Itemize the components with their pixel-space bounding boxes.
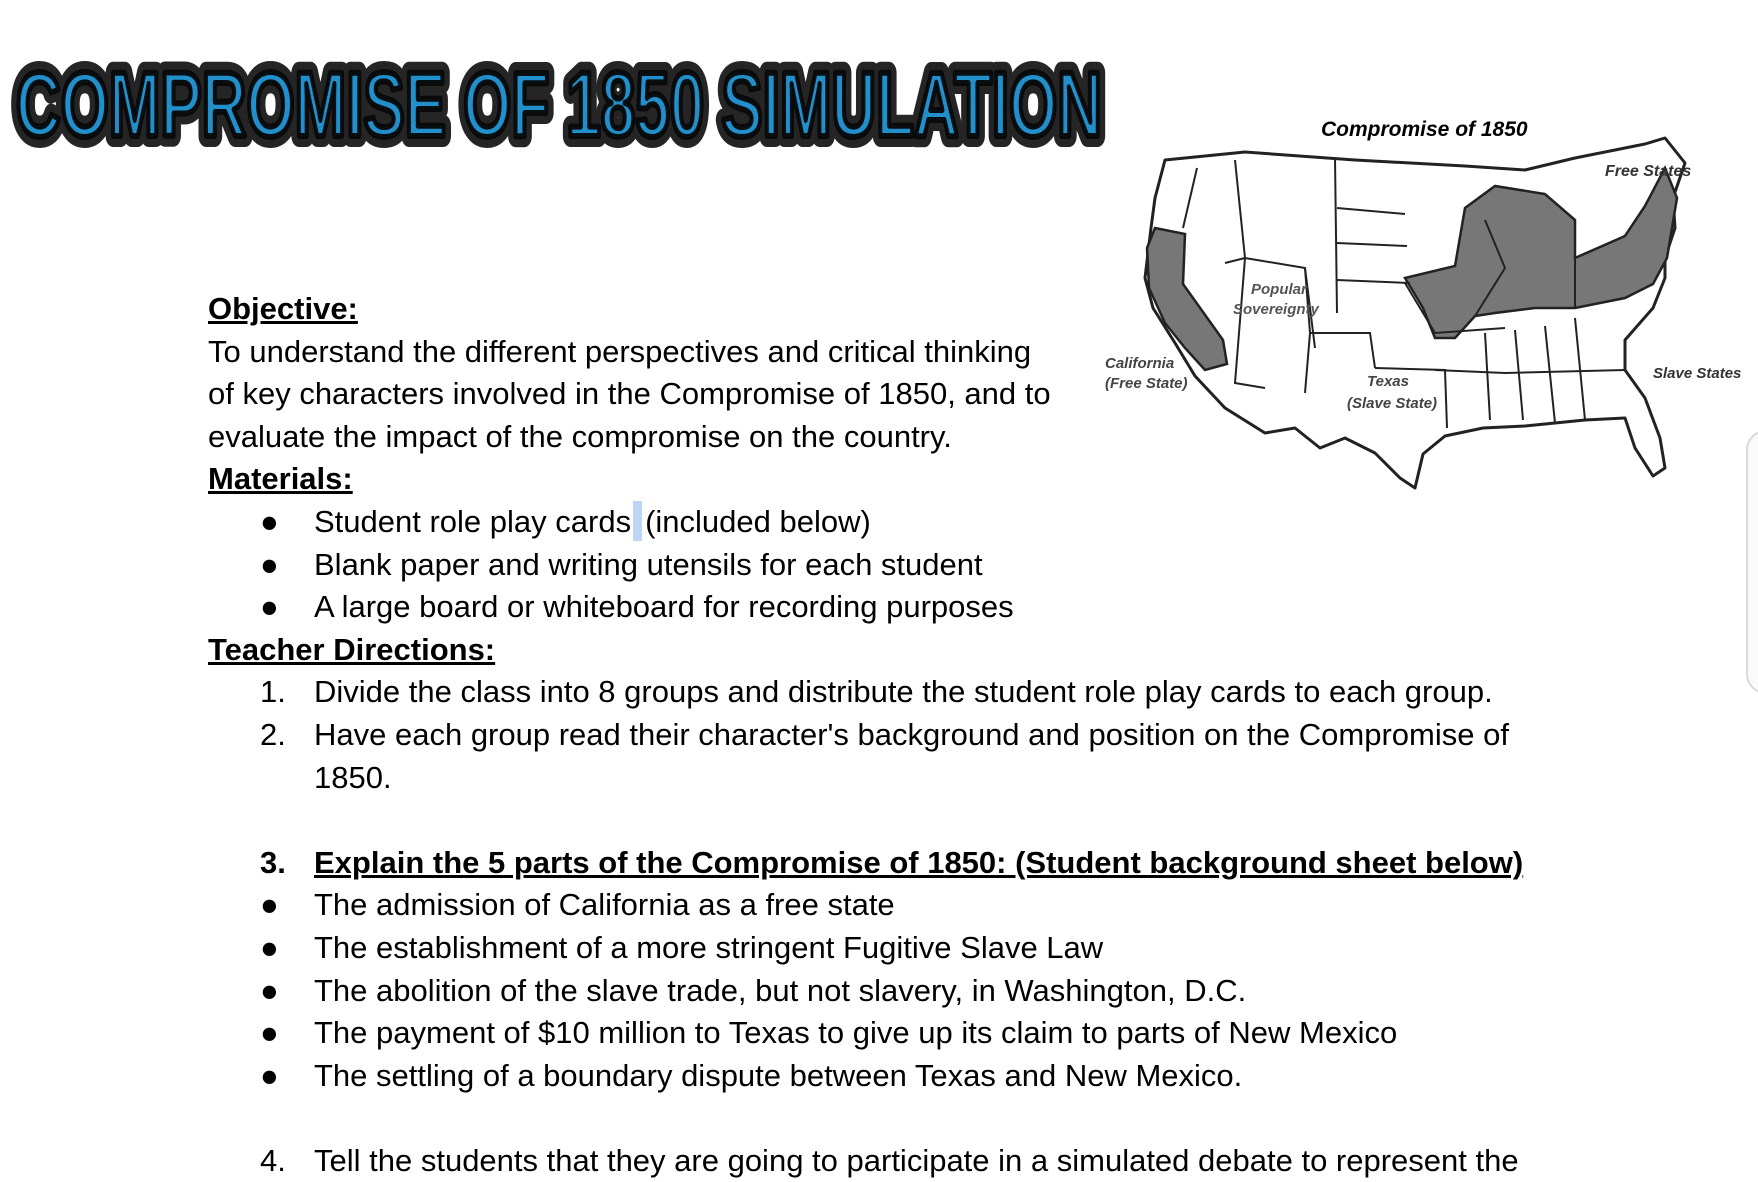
document-body [208, 288, 1628, 1182]
blank-line [208, 799, 1628, 842]
list-item [208, 501, 1628, 544]
list-item [208, 884, 1628, 927]
bullet-icon: ● [260, 1057, 279, 1093]
list-item [208, 586, 1628, 629]
list-item [208, 927, 1628, 970]
bullet-icon: ● [260, 546, 279, 582]
step-item [208, 842, 1628, 885]
list-item [208, 1012, 1628, 1055]
map-label-free-states: Free States [1605, 163, 1692, 180]
compromise-parts-list [208, 884, 1628, 1097]
step-text: Explain the 5 parts of the Compromise of 1850: (Student background sheet below) [314, 844, 1524, 880]
map-label-texas-status: (Slave State) [1347, 395, 1438, 412]
directions-list [208, 671, 1628, 799]
objective-heading: Objective: [208, 291, 358, 326]
page-title: COMPROMISE OF 1850 SIMULATION [16, 54, 1102, 156]
text-cursor [633, 501, 642, 541]
map-title: Compromise of 1850 [1321, 118, 1528, 141]
materials-heading: Materials: [208, 461, 353, 497]
map-label-california-status: (Free State) [1105, 375, 1188, 392]
scrollbar[interactable] [1746, 430, 1758, 694]
step-text: Have each group read their character's background and position on the Compromise of [314, 716, 1509, 752]
step-item [208, 671, 1628, 714]
bullet-icon: ● [260, 972, 279, 1008]
map-label-texas: Texas [1367, 373, 1409, 390]
list-item-text: The payment of $10 million to Texas to give up its claim to parts of New Mexico [314, 1015, 1398, 1051]
list-item-text: Blank paper and writing utensils for each student [314, 546, 983, 582]
title-shadow: COMPROMISE OF 1850 SIMULATION [16, 54, 1102, 156]
list-item-text: The admission of California as a free state [314, 887, 895, 923]
step-text: Tell the students that they are going to participate in a simulated debate to represent the [314, 1142, 1519, 1178]
step-text: Divide the class into 8 groups and distribute the student role play cards to each group. [314, 674, 1493, 710]
step-number: 2. [260, 716, 286, 752]
list-item-text: A large board or whiteboard for recording purposes [314, 589, 1014, 625]
title-banner [8, 36, 1108, 156]
map-label-popular: Popular [1251, 281, 1307, 298]
step-text-continued: 1850. [314, 759, 392, 795]
bullet-icon: ● [260, 887, 279, 923]
map-label-sovereignty: Sovereignty [1233, 301, 1319, 318]
objective-line: evaluate the impact of the compromise on the country. [208, 418, 952, 454]
list-item-text: The settling of a boundary dispute between Texas and New Mexico. [314, 1057, 1243, 1093]
list-item-text: The abolition of the slave trade, but not slavery, in Washington, D.C. [314, 972, 1247, 1008]
step-number: 1. [260, 674, 286, 710]
list-item [208, 544, 1628, 587]
title-texture: COMPROMISE OF 1850 SIMULATION [16, 54, 1102, 156]
blank-line [208, 1097, 1628, 1140]
bullet-icon: ● [260, 929, 279, 965]
list-item-text: The establishment of a more stringent Fugitive Slave Law [314, 929, 1104, 965]
step-item [208, 1140, 1628, 1182]
step-number: 4. [260, 1142, 286, 1178]
map-label-slave-states: Slave States [1653, 365, 1742, 382]
objective-line: of key characters involved in the Compromise of 1850, and to [208, 376, 1051, 412]
bullet-icon: ● [260, 1015, 279, 1051]
materials-list [208, 501, 1628, 629]
list-item-text: Student role play cards [314, 503, 632, 539]
list-item [208, 1055, 1628, 1098]
list-item-text: (included below) [645, 503, 871, 539]
list-item [208, 970, 1628, 1013]
objective-line: To understand the different perspectives and critical thinking [208, 333, 1032, 369]
step-item [208, 714, 1628, 799]
bullet-icon: ● [260, 503, 279, 539]
directions-heading: Teacher Directions: [208, 631, 496, 667]
step-number: 3. [260, 844, 286, 880]
objective-text [208, 331, 1108, 459]
bullet-icon: ● [260, 589, 279, 625]
map-label-california: California [1105, 355, 1175, 372]
